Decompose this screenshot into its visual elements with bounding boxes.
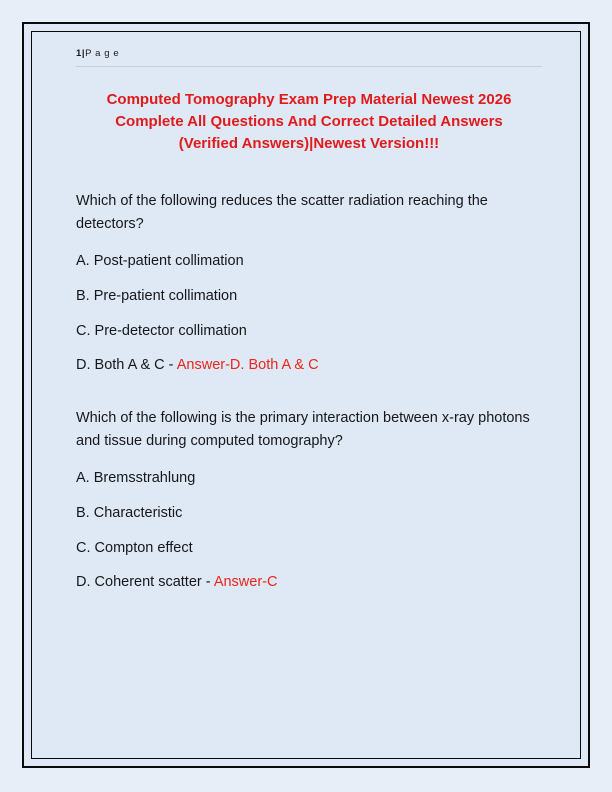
page-header-separator: |	[81, 48, 86, 59]
options-list-2	[76, 468, 542, 594]
option-item	[76, 538, 542, 560]
option-label: B. Characteristic	[76, 504, 183, 521]
question-text-1: Which of the following reduces the scatter radiation reaching the detectors?	[76, 193, 488, 232]
option-label: C. Compton effect	[76, 539, 193, 556]
document-page	[31, 31, 581, 759]
question-text-2: Which of the following is the primary interaction between x-ray photons and tissue during computed tomography?	[76, 410, 530, 449]
page-header-label: P a g e	[85, 48, 120, 59]
option-item	[76, 503, 542, 525]
option-item	[76, 321, 542, 343]
option-item	[76, 468, 542, 490]
option-label: D. Coherent scatter -	[76, 574, 214, 591]
options-list-1	[76, 251, 542, 377]
document-title: Computed Tomography Exam Prep Material Newest 2026 Complete All Questions And Correct Detailed Answers (Verified Answers)|Newest Version!!!	[106, 91, 512, 152]
option-label: C. Pre-detector collimation	[76, 322, 247, 339]
document-page-border	[22, 22, 590, 768]
page-number: 1	[76, 48, 82, 59]
option-item	[76, 355, 542, 377]
option-item	[76, 251, 542, 273]
page-header	[76, 48, 542, 67]
option-label: D. Both A & C -	[76, 357, 177, 374]
option-item	[76, 286, 542, 308]
document-content	[32, 32, 580, 758]
option-label: A. Bremsstrahlung	[76, 470, 196, 487]
answer-text: Answer-C	[213, 574, 278, 591]
option-item	[76, 572, 542, 594]
answer-text: Answer-D. Both A & C	[176, 357, 319, 374]
option-label: B. Pre-patient collimation	[76, 287, 238, 304]
option-label: A. Post-patient collimation	[76, 253, 244, 270]
